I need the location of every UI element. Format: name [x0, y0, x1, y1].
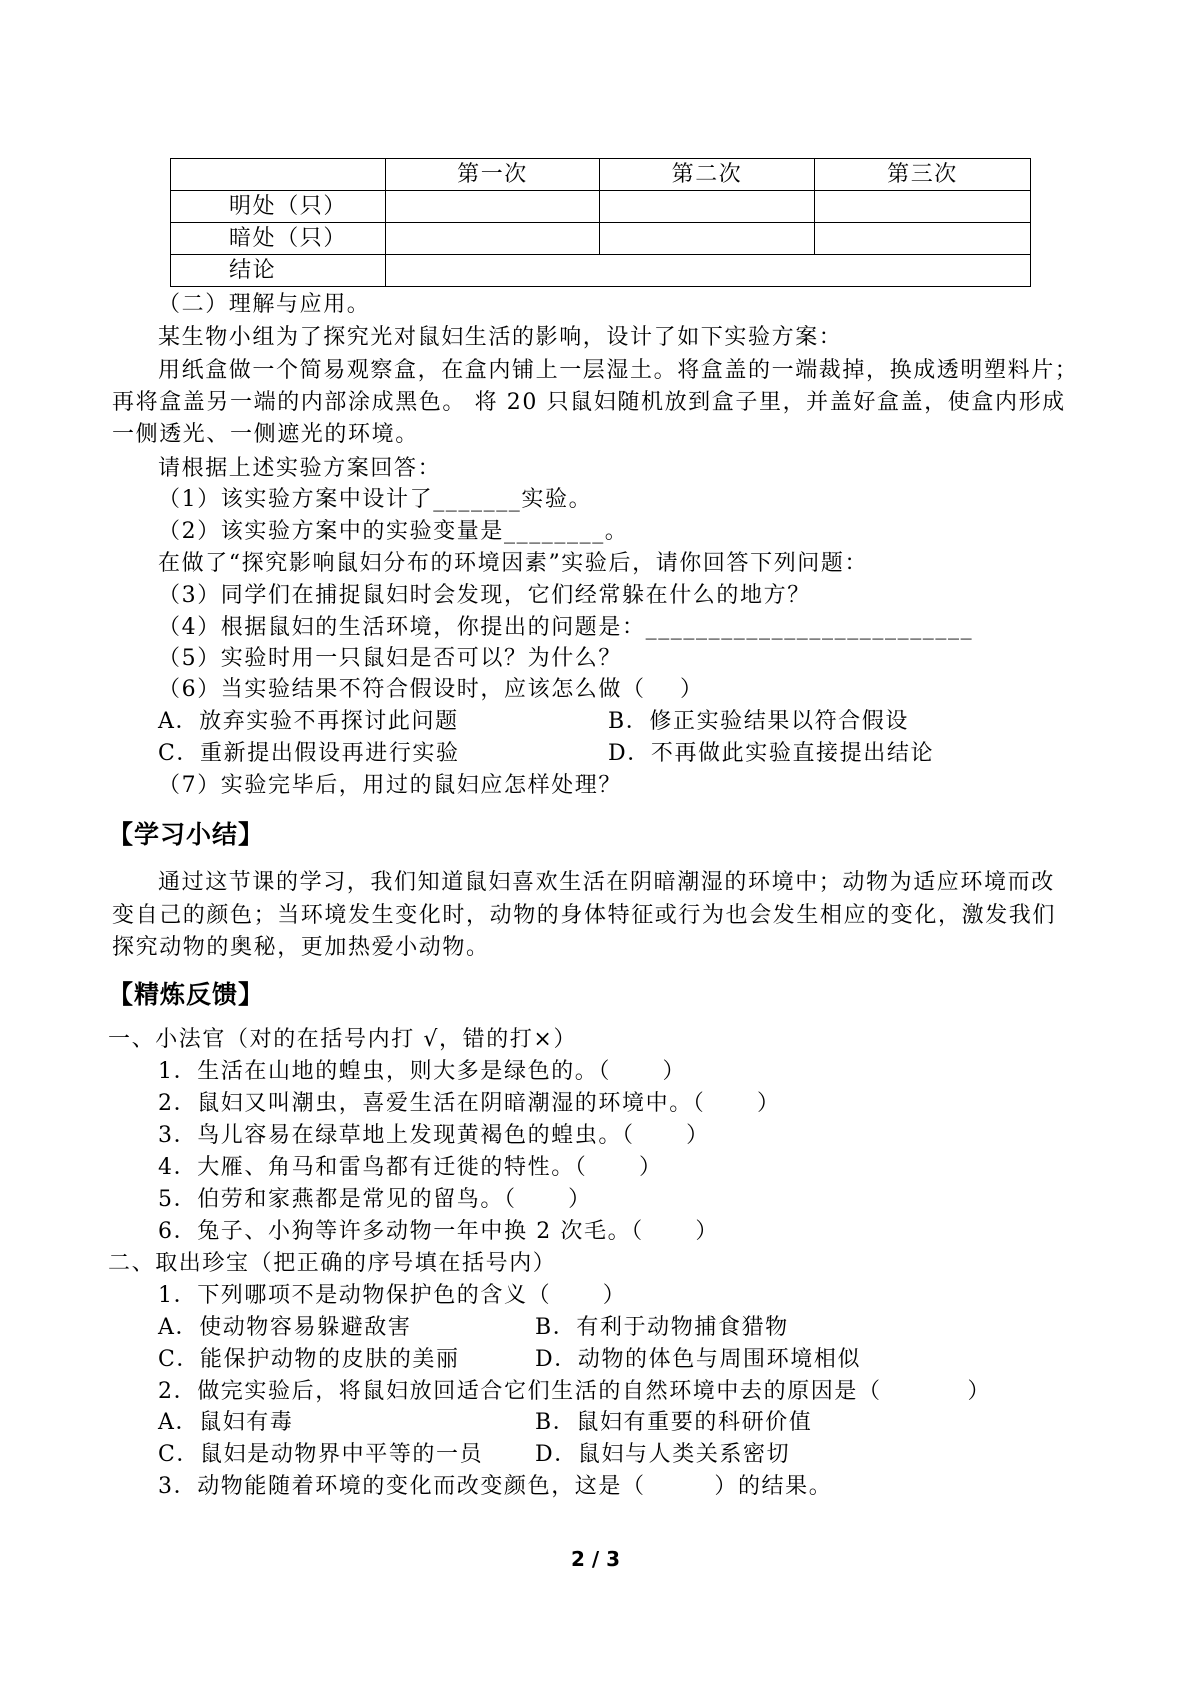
table-cell: [386, 191, 600, 223]
option-d: D．动物的体色与周围环境相似: [535, 1347, 862, 1372]
table-cell: [600, 223, 815, 255]
part2-title: 二、取出珍宝（把正确的序号填在括号内）: [108, 1251, 557, 1276]
part1-title: 一、小法官（对的在括号内打 √，错的打×）: [108, 1027, 578, 1052]
judgement-item: 2．鼠妇又叫潮虫，喜爱生活在阴暗潮湿的环境中。（ ）: [158, 1091, 781, 1116]
table-header-cell: 第三次: [815, 159, 1031, 191]
paragraph-line: 请根据上述实验方案回答：: [158, 456, 442, 481]
option-c: C．重新提出假设再进行实验: [158, 741, 460, 766]
paragraph-line: 某生物小组为了探究光对鼠妇生活的影响，设计了如下实验方案：: [158, 325, 843, 350]
observation-table: [170, 158, 1031, 287]
paragraph-line: 用纸盒做一个简易观察盒，在盒内铺上一层湿土。将盒盖的一端裁掉，换成透明塑料片；: [158, 358, 1079, 383]
conclusion-cell: [386, 255, 1031, 287]
table-cell: [815, 191, 1031, 223]
row-label-dark: 暗处（只）: [171, 223, 386, 255]
option-a: A．鼠妇有毒: [158, 1410, 294, 1435]
table-header-cell: 第一次: [386, 159, 600, 191]
paragraph-line: 在做了“探究影响鼠妇分布的环境因素”实验后，请你回答下列问题：: [158, 551, 869, 576]
option-d: D．不再做此实验直接提出结论: [608, 741, 935, 766]
table-header-cell: [171, 159, 386, 191]
option-b: B．鼠妇有重要的科研价值: [535, 1410, 813, 1435]
choice-question-stem: 3．动物能随着环境的变化而改变颜色，这是（ ）的结果。: [158, 1474, 833, 1499]
page-number: 2 / 3: [570, 1547, 621, 1571]
section-heading: （二）理解与应用。: [158, 292, 371, 317]
paragraph-line: 一侧透光、一侧遮光的环境。: [112, 422, 419, 447]
table-row: [171, 191, 1031, 223]
summary-heading: 【学习小结】: [108, 820, 265, 849]
option-c: C．鼠妇是动物界中平等的一员: [158, 1442, 484, 1467]
choice-question-stem: 1．下列哪项不是动物保护色的含义（ ）: [158, 1283, 627, 1308]
question-4: （4）根据鼠妇的生活环境，你提出的问题是：__________________________: [158, 615, 974, 640]
summary-line: 变自己的颜色；当环境发生变化时，动物的身体特征或行为也会发生相应的变化，激发我们: [112, 903, 1057, 928]
table-header-row: [171, 159, 1031, 191]
judgement-item: 3．鸟儿容易在绿草地上发现黄褐色的蝗虫。（ ）: [158, 1123, 710, 1148]
row-label-conclusion: 结论: [171, 255, 386, 287]
option-d: D．鼠妇与人类关系密切: [535, 1442, 791, 1467]
option-a: A．使动物容易躲避敌害: [158, 1315, 412, 1340]
question-7: （7）实验完毕后，用过的鼠妇应怎样处理？: [158, 773, 622, 798]
table-header-cell: 第二次: [600, 159, 815, 191]
summary-line: 通过这节课的学习，我们知道鼠妇喜欢生活在阴暗潮湿的环境中；动物为适应环境而改: [158, 870, 1055, 895]
question-5: （5）实验时用一只鼠妇是否可以？为什么？: [158, 646, 622, 671]
summary-line: 探究动物的奥秘，更加热爱小动物。: [112, 935, 490, 960]
feedback-heading: 【精炼反馈】: [108, 980, 265, 1009]
judgement-item: 4．大雁、角马和雷鸟都有迁徙的特性。（ ）: [158, 1155, 663, 1180]
option-c: C．能保护动物的皮肤的美丽: [158, 1347, 460, 1372]
option-b: B．修正实验结果以符合假设: [608, 709, 909, 734]
option-b: B．有利于动物捕食猎物: [535, 1315, 789, 1340]
question-2: （2）该实验方案中的实验变量是________。: [158, 519, 629, 544]
question-3: （3）同学们在捕捉鼠妇时会发现，它们经常躲在什么的地方？: [158, 583, 811, 608]
judgement-item: 6．兔子、小狗等许多动物一年中换 2 次毛。（ ）: [158, 1219, 719, 1244]
judgement-item: 5．伯劳和家燕都是常见的留鸟。（ ）: [158, 1187, 592, 1212]
question-6: （6）当实验结果不符合假设时，应该怎么做（ ）: [158, 677, 704, 702]
table-cell: [600, 191, 815, 223]
choice-question-stem: 2．做完实验后，将鼠妇放回适合它们生活的自然环境中去的原因是（ ）: [158, 1379, 992, 1404]
question-1: （1）该实验方案中设计了_______实验。: [158, 487, 593, 512]
table-cell: [815, 223, 1031, 255]
table-cell: [386, 223, 600, 255]
option-a: A．放弃实验不再探讨此问题: [158, 709, 459, 734]
table-row: [171, 223, 1031, 255]
judgement-item: 1．生活在山地的蝗虫，则大多是绿色的。（ ）: [158, 1059, 687, 1084]
paragraph-line: 再将盒盖另一端的内部涂成黑色。 将 20 只鼠妇随机放到盒子里，并盖好盒盖，使盒内形成: [112, 390, 1066, 415]
table-row: [171, 255, 1031, 287]
row-label-bright: 明处（只）: [171, 191, 386, 223]
